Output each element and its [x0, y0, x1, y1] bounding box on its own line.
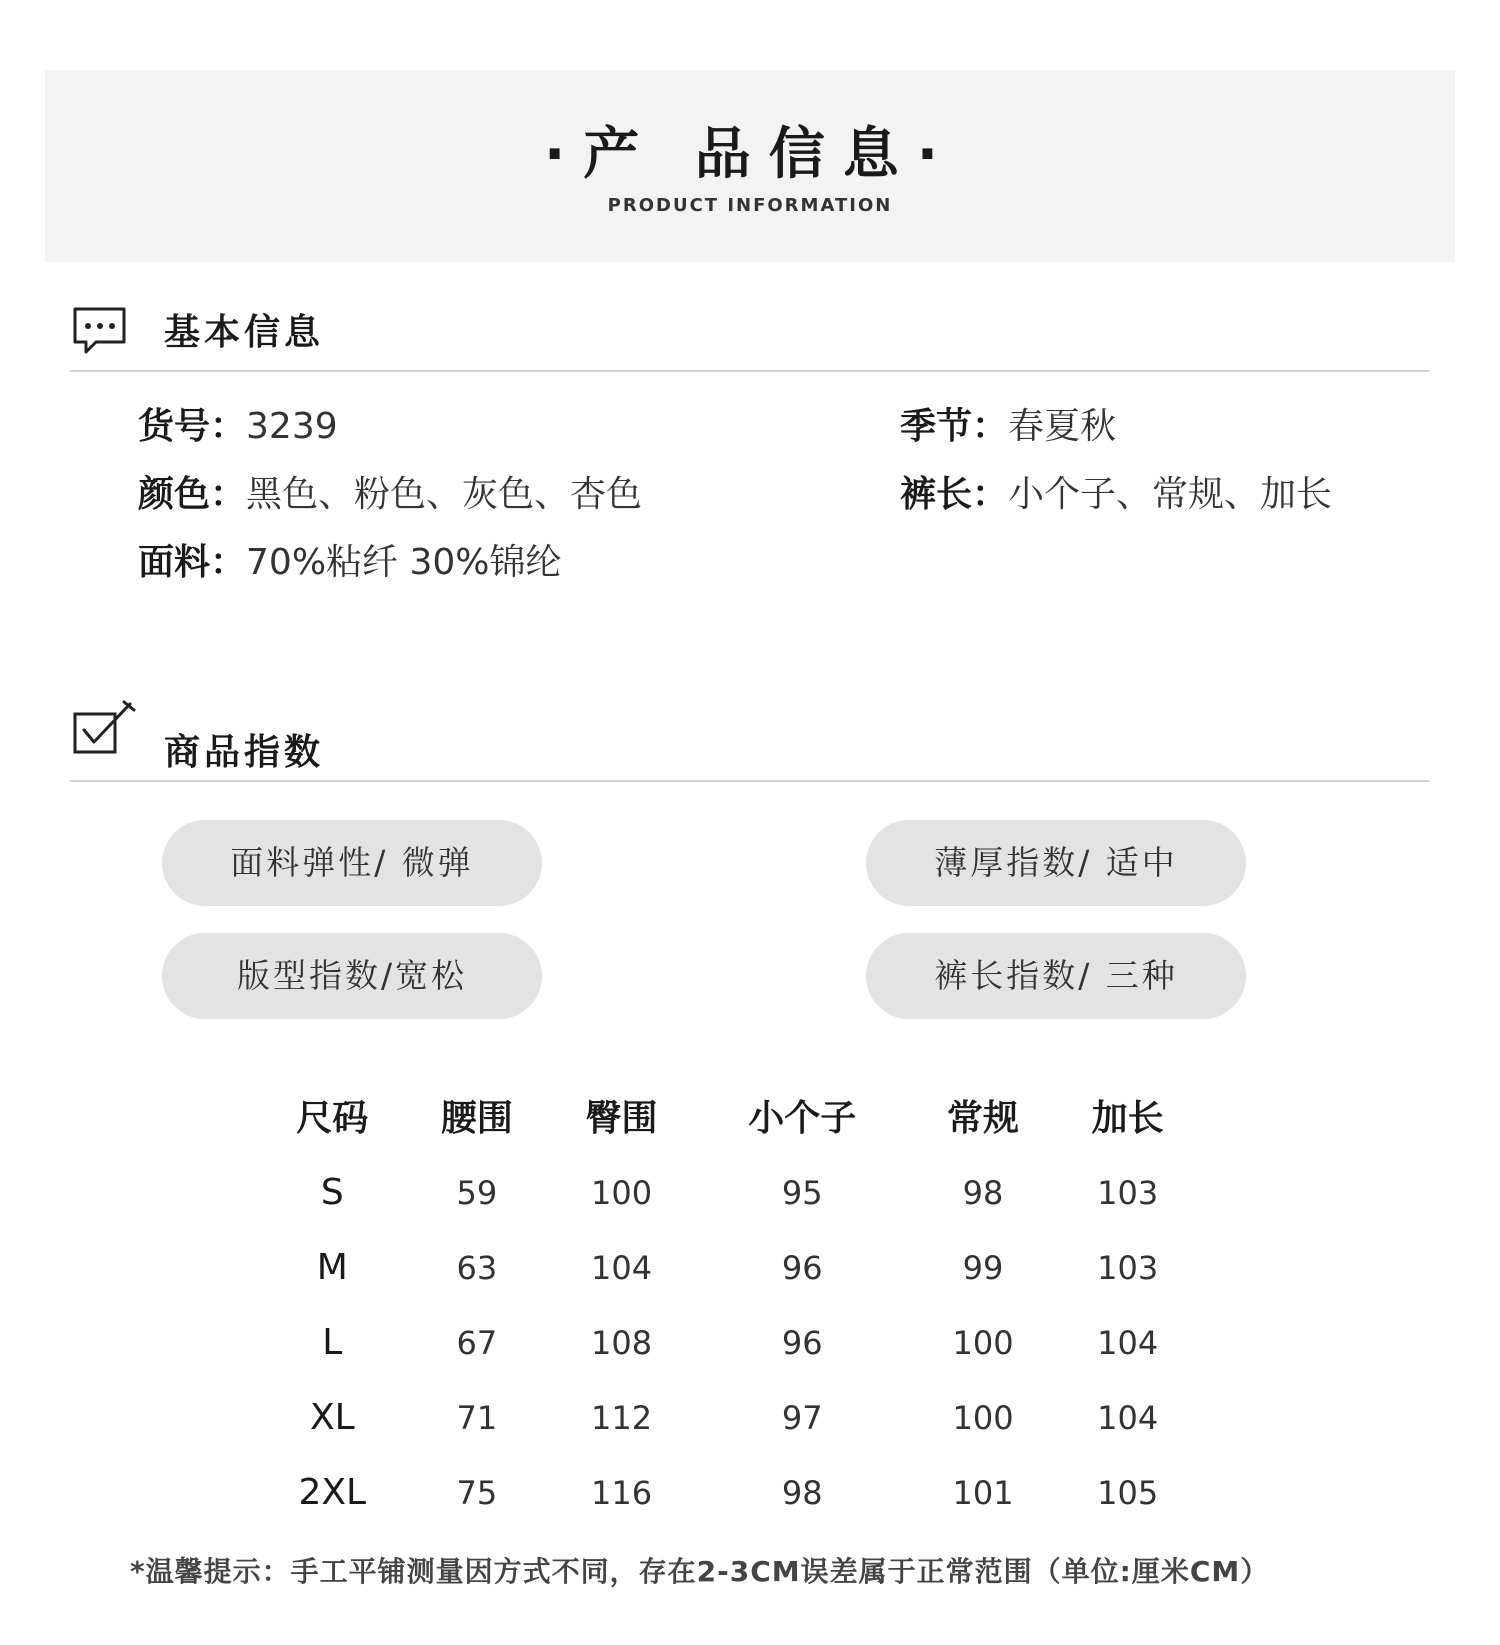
table-row [260, 1455, 1200, 1530]
info-value: 70%粘纤 30%锦纶 [246, 542, 562, 583]
table-cell: 100 [590, 1173, 653, 1212]
table-cell: 71 [456, 1398, 498, 1437]
header-banner [45, 70, 1455, 262]
column-header: 小个子 [748, 1097, 857, 1139]
info-label: 颜色： [138, 474, 247, 515]
table-cell: 104 [1097, 1398, 1159, 1437]
size-cell: 2XL [298, 1472, 367, 1513]
table-cell: 105 [1097, 1473, 1159, 1512]
info-item-color [138, 466, 642, 517]
table-cell: 67 [456, 1323, 498, 1362]
info-value: 小个子、常规、加长 [1008, 474, 1333, 515]
column-header: 加长 [1091, 1097, 1164, 1139]
table-cell: 98 [781, 1473, 823, 1512]
measurement-note: *温馨提示：手工平铺测量因方式不同，存在2-3CM误差属于正常范围（单位:厘米CM） [130, 1555, 1270, 1588]
index-pill-elasticity: 面料弹性/ 微弹 [162, 820, 542, 906]
table-header-row [260, 1075, 1200, 1155]
section-heading: 商品指数 [164, 732, 325, 773]
table-cell: 97 [781, 1398, 823, 1437]
info-item-fabric [138, 534, 562, 585]
column-header: 尺码 [296, 1097, 369, 1139]
table-cell: 96 [781, 1248, 823, 1287]
info-label: 货号： [138, 406, 247, 447]
table-cell: 116 [590, 1473, 653, 1512]
table-cell: 100 [952, 1323, 1014, 1362]
index-pill-fit: 版型指数/宽松 [162, 933, 542, 1019]
info-value: 黑色、粉色、灰色、杏色 [246, 474, 643, 515]
table-cell: 99 [962, 1248, 1004, 1287]
column-header: 臀围 [585, 1097, 658, 1139]
table-cell: 101 [952, 1473, 1014, 1512]
size-table [260, 1075, 1200, 1530]
section-heading: 基本信息 [164, 312, 325, 353]
page-title: ·产 品信息· [543, 122, 957, 187]
table-cell: 98 [962, 1173, 1004, 1212]
info-label: 裤长： [900, 474, 1009, 515]
column-header: 常规 [947, 1097, 1020, 1139]
chat-bubble-icon [72, 306, 128, 360]
table-cell: 63 [456, 1248, 498, 1287]
table-cell: 108 [590, 1323, 653, 1362]
info-item-season [900, 398, 1116, 449]
info-item-sku [138, 398, 338, 449]
index-pill-length: 裤长指数/ 三种 [866, 933, 1246, 1019]
table-row [260, 1305, 1200, 1380]
size-cell: S [320, 1172, 344, 1213]
table-cell: 96 [781, 1323, 823, 1362]
page-subtitle: PRODUCT INFORMATION [607, 195, 893, 216]
table-row [260, 1155, 1200, 1230]
table-cell: 100 [952, 1398, 1014, 1437]
info-item-length [900, 466, 1332, 517]
table-cell: 95 [781, 1173, 823, 1212]
column-header: 腰围 [440, 1097, 513, 1139]
checkbox-icon [72, 700, 136, 760]
table-cell: 103 [1097, 1248, 1159, 1287]
product-index-header [70, 700, 1430, 782]
index-pill-thickness: 薄厚指数/ 适中 [866, 820, 1246, 906]
size-cell: M [316, 1247, 348, 1288]
info-label: 面料： [138, 542, 247, 583]
table-row [260, 1230, 1200, 1305]
table-cell: 103 [1097, 1173, 1159, 1212]
size-cell: XL [309, 1397, 355, 1438]
table-cell: 112 [590, 1398, 653, 1437]
info-label: 季节： [900, 406, 1009, 447]
table-row [260, 1380, 1200, 1455]
info-value: 3239 [246, 406, 338, 447]
table-cell: 104 [590, 1248, 653, 1287]
table-cell: 104 [1097, 1323, 1159, 1362]
table-cell: 59 [456, 1173, 498, 1212]
size-cell: L [322, 1322, 343, 1363]
basic-info-header [70, 290, 1430, 372]
table-cell: 75 [456, 1473, 498, 1512]
info-value: 春夏秋 [1008, 406, 1117, 447]
